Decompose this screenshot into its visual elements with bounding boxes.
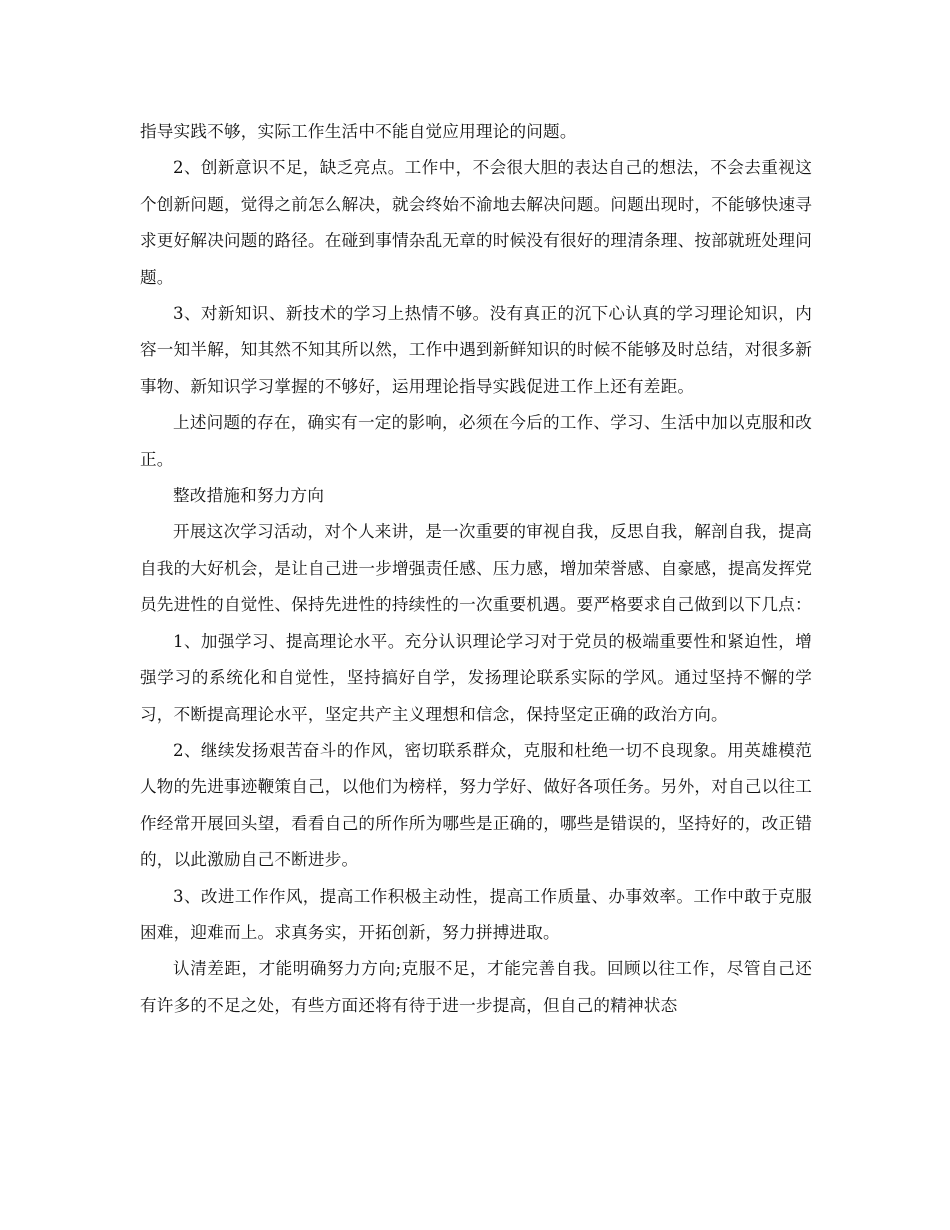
paragraph-measure-work: 3、改进工作作风，提高工作积极主动性，提高工作质量、办事效率。工作中敢于克服困难，迎难而上。求真务实，开拓创新，努力拼搏进取。 [140, 886, 812, 942]
paragraph-problem-summary: 上述问题的存在，确实有一定的影响，必须在今后的工作、学习、生活中加以克服和改正。 [140, 413, 812, 469]
paragraph-conclusion: 认清差距，才能明确努力方向;克服不足，才能完善自我。回顾以往工作，尽管自己还有许多的不足之处，有些方面还将有待于进一步提高，但自己的精神状态 [140, 959, 812, 1015]
document-body [140, 114, 812, 1024]
paragraph-measure-style: 2、继续发扬艰苦奋斗的作风，密切联系群众，克服和杜绝一切不良现象。用英雄模范人物的先进事迹鞭策自己，以他们为榜样，努力学好、做好各项任务。另外，对自己以往工作经常开展回头望，看看自己的所作所为哪些是正确的，哪些是错误的，坚持好的，改正错的，以此激励自己不断进步。 [140, 740, 812, 870]
section-heading-measures: 整改措施和努力方向 [173, 486, 325, 506]
paragraph-learning-issue: 3、对新知识、新技术的学习上热情不够。没有真正的沉下心认真的学习理论知识，内容一知半解，知其然不知其所以然，工作中遇到新鲜知识的时候不能够及时总结，对很多新事物、新知识学习掌握的不够好，运用理论指导实践促进工作上还有差距。 [140, 304, 812, 396]
paragraph-innovation-issue: 2、创新意识不足，缺乏亮点。工作中，不会很大胆的表达自己的想法，不会去重视这个创新问题，觉得之前怎么解决，就会终始不渝地去解决问题。问题出现时，不能够快速寻求更好解决问题的路径。在碰到事情杂乱无章的时候没有很好的理清条理、按部就班处理问题。 [140, 158, 812, 287]
paragraph-measure-study: 1、加强学习、提高理论水平。充分认识理论学习对于党员的极端重要性和紧迫性，增强学习的系统化和自觉性，坚持搞好自学，发扬理论联系实际的学风。通过坚持不懈的学习，不断提高理论水平，坚定共产主义理想和信念，保持坚定正确的政治方向。 [140, 631, 812, 724]
paragraph-activity-intro: 开展这次学习活动，对个人来讲，是一次重要的审视自我，反思自我，解剖自我，提高自我的大好机会，是让自己进一步增强责任感、压力感，增加荣誉感、自豪感，提高发挥党员先进性的自觉性、保持先进性的持续性的一次重要机遇。要严格要求自己做到以下几点： [140, 522, 812, 615]
paragraph-continuation: 指导实践不够，实际工作生活中不能自觉应用理论的问题。 [140, 122, 577, 141]
